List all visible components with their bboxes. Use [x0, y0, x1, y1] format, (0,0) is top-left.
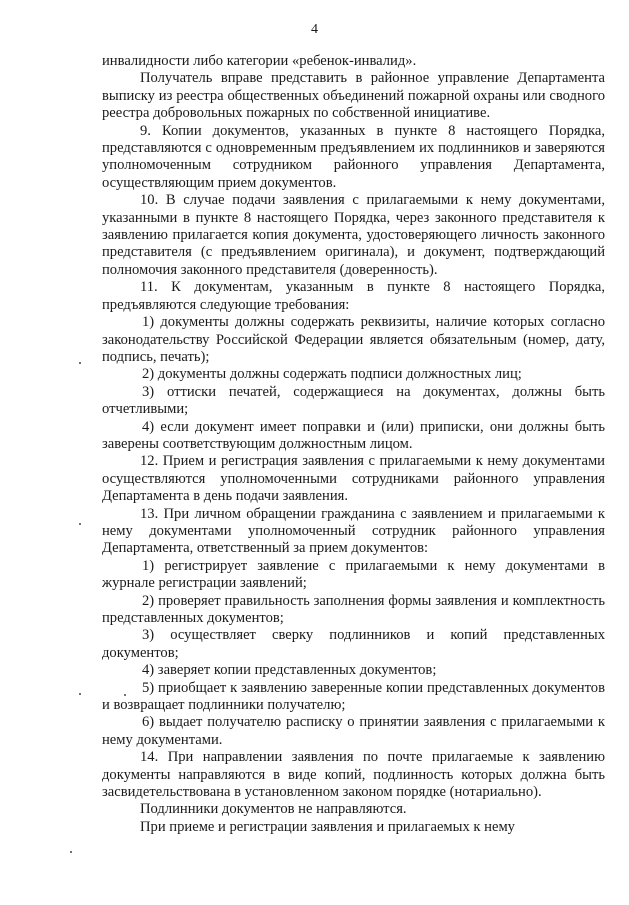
list-item-11-2: 2) документы должны содержать подписи должностных лиц;: [142, 366, 522, 383]
margin-speck: [79, 693, 81, 695]
list-item-13-3: 3) осуществляет сверку подлинников и копий представленных документов;: [102, 627, 605, 661]
paragraph-clause-12: 12. Прием и регистрация заявления с прилагаемыми к нему документами осуществляются уполномоченными сотрудниками районного управления Департамента в день подачи заявления.: [102, 453, 605, 505]
list-item-13-4: 4) заверяет копии представленных документов;: [142, 662, 437, 679]
paragraph-registry-extract: Получатель вправе представить в районное управление Департамента выписку из реестра общественных объединений пожарной охраны или сводного реестра добровольных пожарных по собственной инициативе.: [102, 70, 605, 122]
list-item-13-6: 6) выдает получателю расписку о принятии заявления с прилагаемыми к нему документами.: [102, 714, 605, 748]
list-item-11-3: 3) оттиски печатей, содержащиеся на документах, должны быть отчетливыми;: [102, 383, 605, 418]
list-item-13-2: 2) проверяет правильность заполнения формы заявления и комплектность представленных документов;: [102, 592, 605, 626]
paragraph-clause-10: 10. В случае подачи заявления с прилагаемыми к нему документами, указанными в пункте 8 настоящего Порядка, через законного представителя к заявлению прилагается копия документа, удостоверяющего личность законного представителя (с предъявлением оригинала), и документ, подтверждающий полномочия законного представителя (доверенность).: [102, 192, 605, 278]
list-item-13-5: 5) приобщает к заявлению заверенные копии представленных документов и возвращает подлинники получателю;: [102, 679, 605, 714]
document-body: [102, 53, 605, 836]
page-number: 4: [311, 22, 318, 37]
margin-speck: [70, 851, 72, 853]
paragraph-originals-not-sent: Подлинники документов не направляются.: [140, 801, 407, 818]
list-item-11-1: 1) документы должны содержать реквизиты, наличие которых согласно законодательству Российской Федерации является обязательным (номер, дату, подпись, печать);: [102, 314, 605, 365]
list-item-13-1: 1) регистрирует заявление с прилагаемыми к нему документами в журнале регистрации заявлений;: [102, 557, 605, 592]
paragraph-clause-11: 11. К документам, указанным в пункте 8 настоящего Порядка, предъявляются следующие требования:: [102, 279, 605, 313]
paragraph-continuation: инвалидности либо категории «ребенок-инвалид».: [102, 53, 417, 69]
paragraph-clause-9: 9. Копии документов, указанных в пункте 8 настоящего Порядка, представляются с одновременным предъявлением их подлинников и заверяются уполномоченным сотрудником районного управления Департамента, осуществляющим прием документов.: [102, 122, 605, 191]
margin-speck: [124, 694, 126, 696]
paragraph-reception-continued: При приеме и регистрации заявления и прилагаемых к нему: [140, 818, 515, 835]
paragraph-clause-14: 14. При направлении заявления по почте прилагаемые к заявлению документы направляются в виде копий, подлинность которых должна быть засвидетельствована в установленном законом порядке (нотариально).: [102, 749, 605, 801]
margin-speck: [79, 523, 81, 525]
paragraph-clause-13: 13. При личном обращении гражданина с заявлением и прилагаемыми к нему документами уполномоченный сотрудник районного управления Департамента, ответственный за прием документов:: [102, 505, 605, 557]
list-item-11-4: 4) если документ имеет поправки и (или) приписки, они должны быть заверены соответствующим должностным лицом.: [102, 418, 605, 452]
margin-speck: [79, 362, 81, 364]
